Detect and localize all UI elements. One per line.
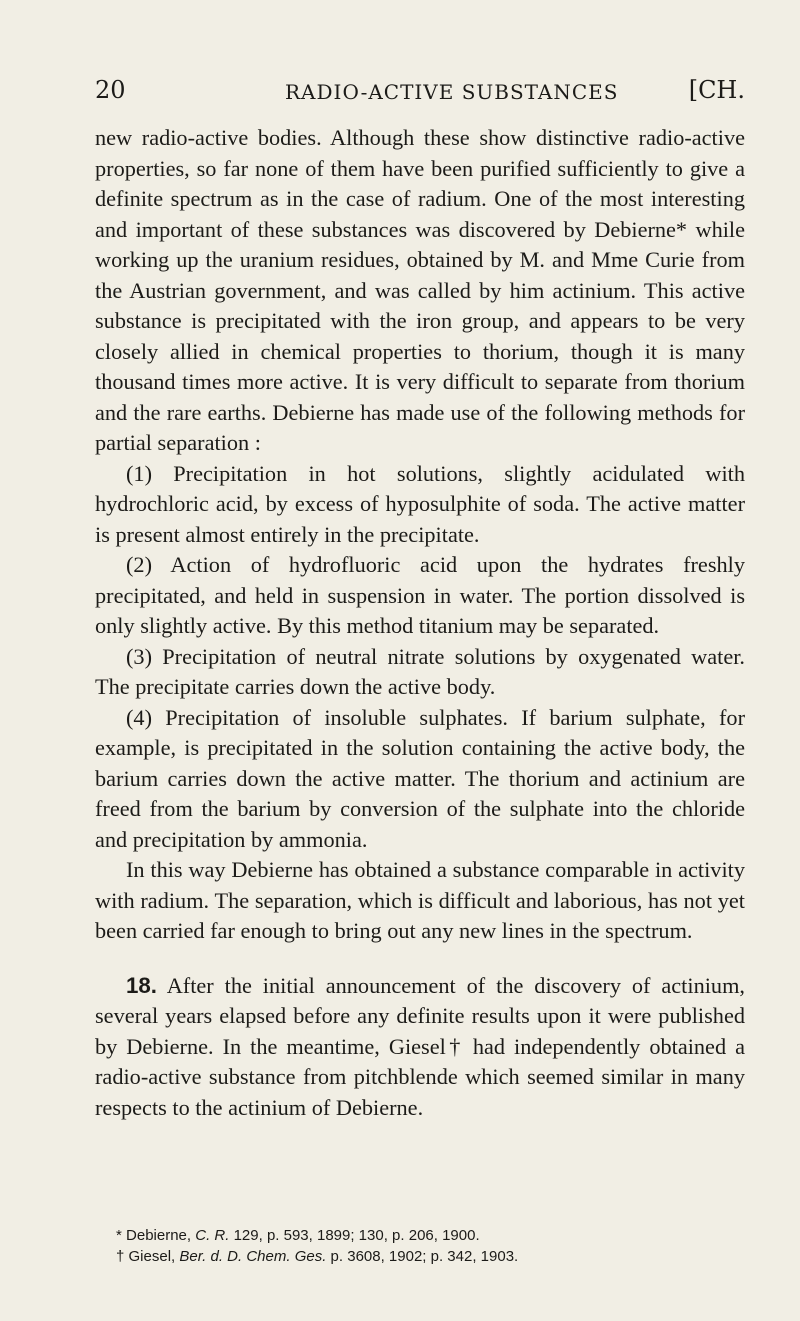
footnote-journal: Ber. d. D. Chem. Ges.	[179, 1248, 327, 1265]
paragraph: (4) Precipitation of insoluble sulphates. If barium sulphate, for example, is precipitated in the solution containing the active body, the barium carries down the active matter. The thorium and actinium are freed from the barium by conversion of the sulphate into the chloride and precipitation by ammonia.	[95, 704, 745, 852]
paragraph: (1) Precipitation in hot solutions, slightly acidulated with hydrochloric acid, by excess of hyposulphite of soda. The active matter is present almost entirely in the precipitate.	[95, 460, 745, 547]
running-title: RADIO-ACTIVE SUBSTANCES	[285, 80, 619, 104]
footnote	[116, 1246, 746, 1267]
paragraph: new radio-active bodies. Although these show distinctive radio-active properties, so far none of them have been purified sufficiently to give a definite spectrum as in the case of radium. One of the most interesting and important of these substances was discovered by Debierne* while working up the uranium residues, obtained by M. and Mme Curie from the Austrian government, and was called by him actinium. This active substance is precipitated with the iron group, and appears to be very closely allied in chemical properties to thorium, though it is many thousand times more active. It is very difficult to separate from thorium and the rare earths. Debierne has made use of the following methods for partial separation :	[95, 125, 745, 455]
paragraph: (3) Precipitation of neutral nitrate solutions by oxygenated water. The precipitate carries down the active body.	[95, 643, 745, 699]
footnote-mark: *	[116, 1227, 122, 1244]
footnotes	[116, 1225, 746, 1267]
footnote-mark: †	[116, 1248, 125, 1265]
footnote-author: Debierne,	[126, 1227, 192, 1244]
footnote-details: 129, p. 593, 1899; 130, p. 206, 1900.	[233, 1227, 480, 1244]
running-header	[95, 76, 745, 112]
section-paragraph	[95, 971, 745, 1124]
paragraph: (2) Action of hydrofluoric acid upon the hydrates freshly precipitated, and held in suspension in water. The portion dissolved is only slightly active. By this method titanium may be separated.	[95, 552, 745, 638]
footnote-author: Giesel,	[128, 1248, 176, 1265]
chapter-mark: [CH.	[688, 76, 745, 104]
paragraph: In this way Debierne has obtained a substance comparable in activity with radium. The separation, which is difficult and laborious, has not yet been carried far enough to bring out any new lines in the spectrum.	[95, 857, 745, 943]
page-number: 20	[95, 76, 126, 104]
footnote-details: p. 3608, 1902; p. 342, 1903.	[330, 1248, 519, 1265]
body-text	[95, 123, 745, 1123]
footnote-journal: C. R.	[195, 1227, 230, 1244]
section-number: 18.	[126, 972, 157, 998]
section-text: After the initial announcement of the discovery of actinium, several years elapsed before any definite results upon it were published by Debierne. In the meantime, Giesel† had independently obtained a radio-active substance from pitchblende which seemed similar in many respects to the actinium of Debierne.	[95, 972, 745, 1120]
footnote	[116, 1225, 746, 1246]
